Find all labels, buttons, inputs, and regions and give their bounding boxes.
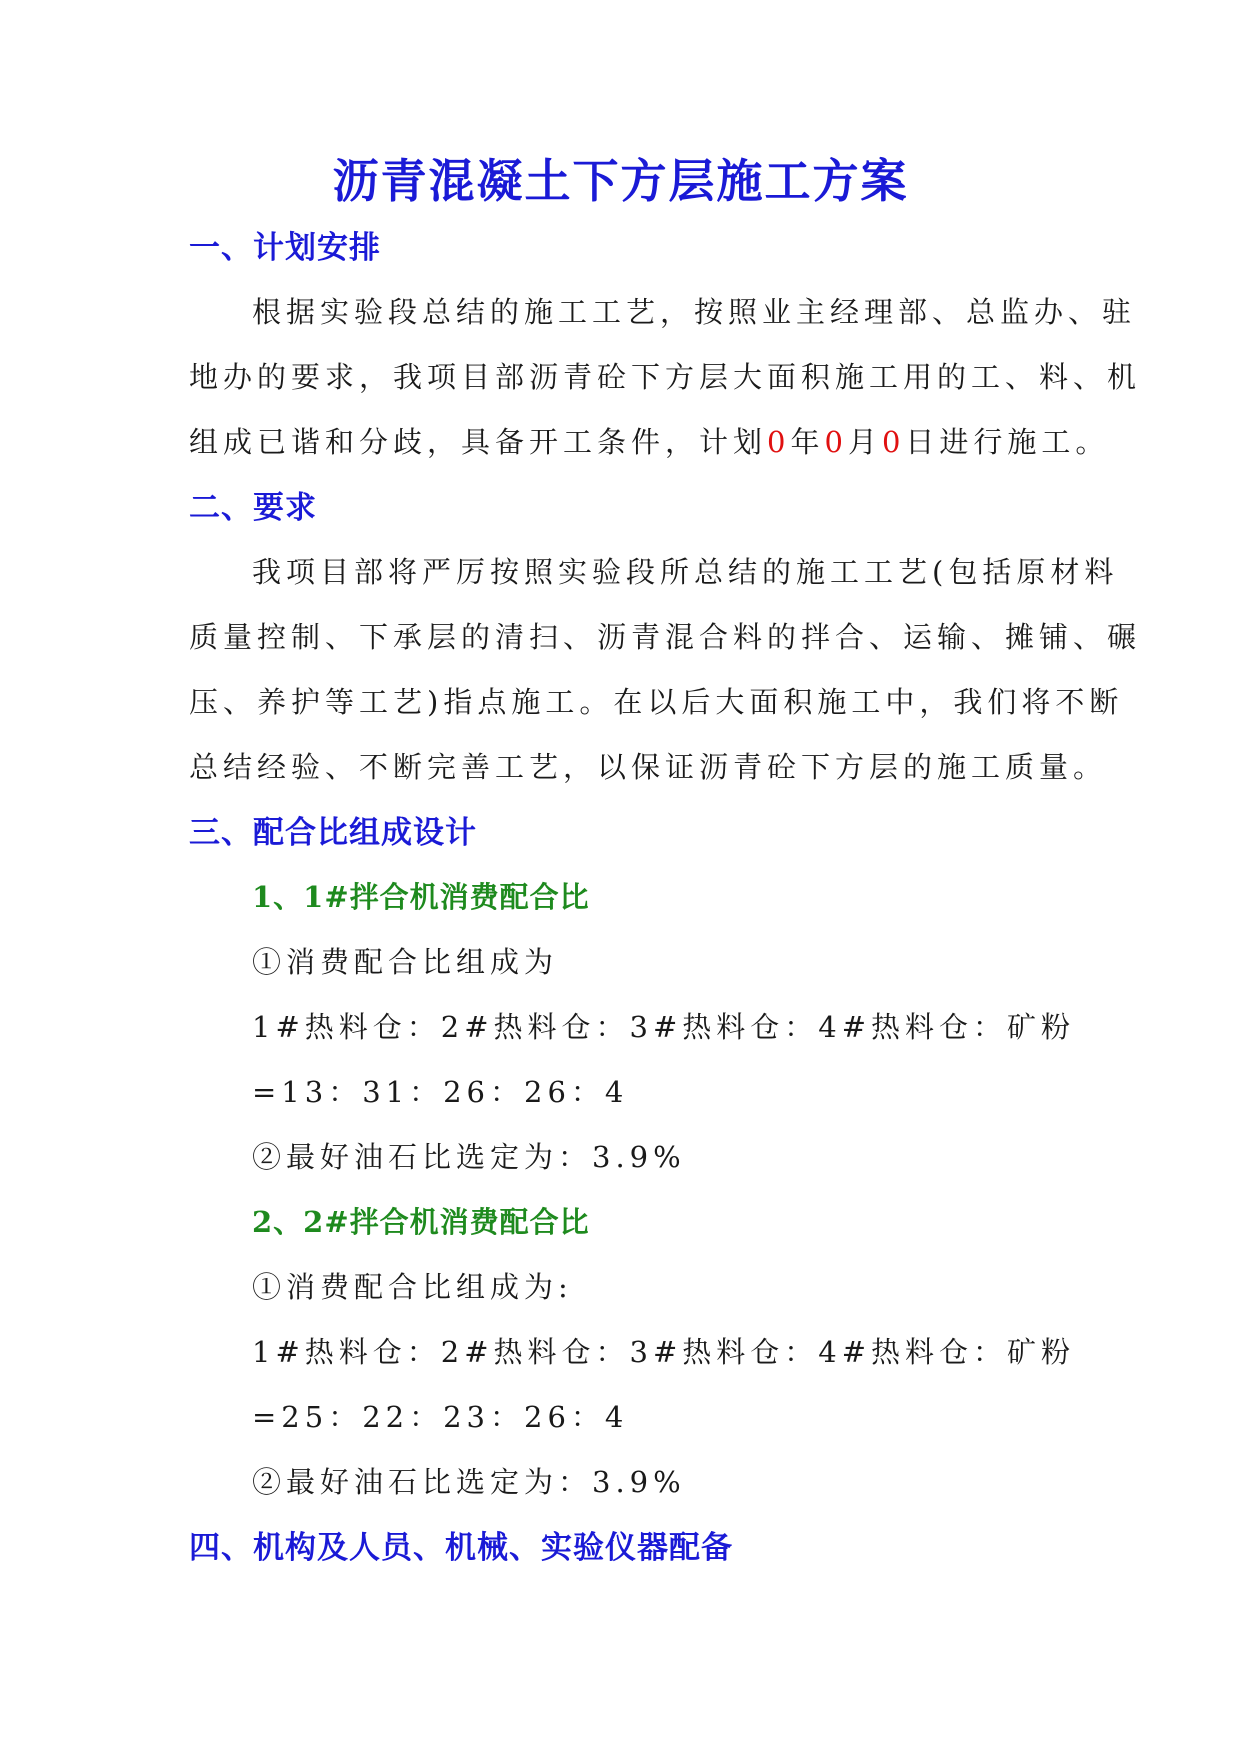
mix-composition-ratio: =25：22：23：26：4 [252,1400,629,1434]
paragraph-text: 组成已谐和分歧，具备开工条件，计划 [189,425,768,459]
asphalt-aggregate-ratio: ②最好油石比选定为：3.9% [252,1140,686,1174]
page-title: 沥青混凝土下方层施工方案 [332,154,909,208]
date-month: 0 [824,425,848,459]
date-year: 0 [767,425,791,459]
section-heading-requirements: 二、要求 [189,490,317,526]
section-heading-plan: 一、计划安排 [189,230,381,266]
paragraph-line: 地办的要求，我项目部沥青砼下方层大面积施工用的工、料、机 [189,360,1142,394]
section-heading-mix-design: 三、配合比组成设计 [189,815,477,851]
section-heading-organization: 四、机构及人员、机械、实验仪器配备 [189,1530,733,1566]
mix-composition-label: ①消费配合比组成为 [252,945,559,979]
asphalt-aggregate-ratio: ②最好油石比选定为：3.9% [252,1465,686,1499]
paragraph-line: 总结经验、不断完善工艺，以保证沥青砼下方层的施工质量。 [189,750,1108,784]
date-year-unit: 年 [790,425,825,459]
paragraph-text: 日进行施工。 [905,425,1110,459]
mix-composition-bins: 1#热料仓：2#热料仓：3#热料仓：4#热料仓：矿粉 [252,1010,1075,1044]
subsection-heading-mixer-1: 1、1#拌合机消费配合比 [252,880,590,914]
paragraph-line: 压、养护等工艺)指点施工。在以后大面积施工中，我们将不断 [189,685,1124,719]
mix-composition-label: ①消费配合比组成为: [252,1270,573,1304]
paragraph-line-date [189,425,1110,459]
mix-composition-ratio: =13：31：26：26：4 [252,1075,629,1109]
paragraph-line: 根据实验段总结的施工工艺，按照业主经理部、总监办、驻 [252,295,1137,329]
mix-composition-bins: 1#热料仓：2#热料仓：3#热料仓：4#热料仓：矿粉 [252,1335,1075,1369]
date-month-unit: 月 [847,425,882,459]
paragraph-line: 质量控制、下承层的清扫、沥青混合料的拌合、运输、摊铺、碾 [189,620,1142,654]
paragraph-line: 我项目部将严厉按照实验段所总结的施工工艺(包括原材料 [252,555,1119,589]
date-day: 0 [881,425,906,459]
subsection-heading-mixer-2: 2、2#拌合机消费配合比 [252,1205,590,1239]
